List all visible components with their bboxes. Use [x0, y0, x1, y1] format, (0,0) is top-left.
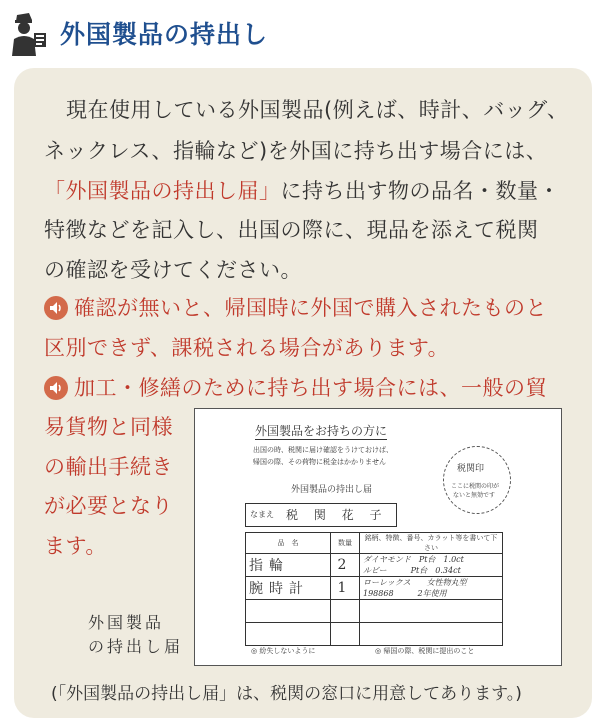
column-header: 品 名 — [246, 533, 331, 554]
item-desc-line-1: ローレックス 女性物丸型 — [363, 578, 467, 587]
form-title: 外国製品をお持ちの方に — [255, 424, 388, 438]
item-desc — [360, 600, 503, 623]
item-qty: 1 — [331, 577, 360, 600]
name-label: なまえ — [250, 510, 274, 519]
items-table — [245, 532, 503, 646]
form-intro-line-1: 出国の時、税関に届け確認をうけておけば、 — [253, 446, 393, 454]
item-desc-line-2: 198868 2年使用 — [363, 589, 447, 598]
body-line-3-text: に持ち出す物の品名・数量・ — [280, 179, 560, 203]
form-caption-line-1: 外国製品 — [88, 613, 165, 632]
body-line-5: の確認を受けてください。 — [44, 258, 302, 282]
note-2-line-3: の輸出手続き — [44, 455, 173, 479]
table-row — [246, 623, 503, 646]
item-name: 指輪 — [246, 554, 331, 577]
item-desc — [360, 554, 503, 577]
form-footer-left: ◎ 紛失しないように — [251, 647, 316, 655]
form-name-highlight: 「外国製品の持出し届」 — [44, 179, 281, 203]
stamp-label: 税関印 — [457, 464, 485, 474]
item-name — [246, 600, 331, 623]
form-caption-line-2: の持出し届 — [88, 637, 184, 656]
body-line-1: 現在使用している外国製品(例えば、時計、バッグ、 — [66, 98, 569, 122]
column-header: 銘柄、特徴、番号、カラット等を書いて下さい — [360, 533, 503, 554]
body-line-4: 特徴などを記入し、出国の際に、現品を添えて税関 — [44, 218, 539, 242]
stamp-note-line-1: ここに税関の印が — [451, 483, 500, 490]
note-2-line-2: 易貨物と同様 — [44, 415, 173, 439]
note-2-line-4: が必要となり — [44, 494, 173, 518]
note-1-line-1: 確認が無いと、帰国時に外国で購入されたものと — [74, 296, 547, 320]
form-name: 外国製品の持出し届 — [291, 485, 373, 495]
table-row — [246, 554, 503, 577]
speaker-icon — [44, 376, 68, 400]
body-line-3 — [44, 177, 560, 205]
customs-officer-icon — [10, 12, 50, 56]
note-2-line-5: ます。 — [44, 534, 107, 558]
item-desc-line-2: ルビー Pt台 0.34ct — [363, 566, 461, 575]
item-name: 腕時計 — [246, 577, 331, 600]
form-intro-line-2: 帰国の際、その荷物に税金はかかりません — [253, 458, 386, 466]
body-line-2: ネックレス、指輪など)を外国に持ち出す場合には、 — [44, 139, 548, 163]
note-2-line-1: 加工・修繕のために持ち出す場合には、一般の貿 — [74, 376, 547, 400]
column-header: 数量 — [331, 533, 360, 554]
item-qty — [331, 600, 360, 623]
item-qty: 2 — [331, 554, 360, 577]
note-1-line-2: 区別できず、課税される場合があります。 — [44, 336, 450, 360]
table-row — [246, 577, 503, 600]
table-row — [246, 600, 503, 623]
table-header-row — [246, 533, 503, 554]
name-box — [245, 503, 397, 527]
page-title: 外国製品の持出し — [60, 20, 269, 49]
item-desc-line-1: ダイヤモンド Pt台 1.0ct — [363, 555, 464, 564]
form-footer-right: ◎ 帰国の際、税関に提出のこと — [375, 647, 475, 655]
item-desc — [360, 623, 503, 646]
item-qty — [331, 623, 360, 646]
stamp-note-line-2: ないと無効です — [453, 492, 496, 499]
item-desc — [360, 577, 503, 600]
customs-stamp-area — [443, 446, 511, 514]
item-name — [246, 623, 331, 646]
speaker-icon — [44, 296, 68, 320]
section-header — [8, 8, 600, 58]
sample-form — [194, 408, 562, 666]
name-value: 税 関 花 子 — [286, 508, 388, 522]
footer-note: (「外国製品の持出し届」は、税関の窓口に用意してあります。) — [51, 684, 522, 704]
